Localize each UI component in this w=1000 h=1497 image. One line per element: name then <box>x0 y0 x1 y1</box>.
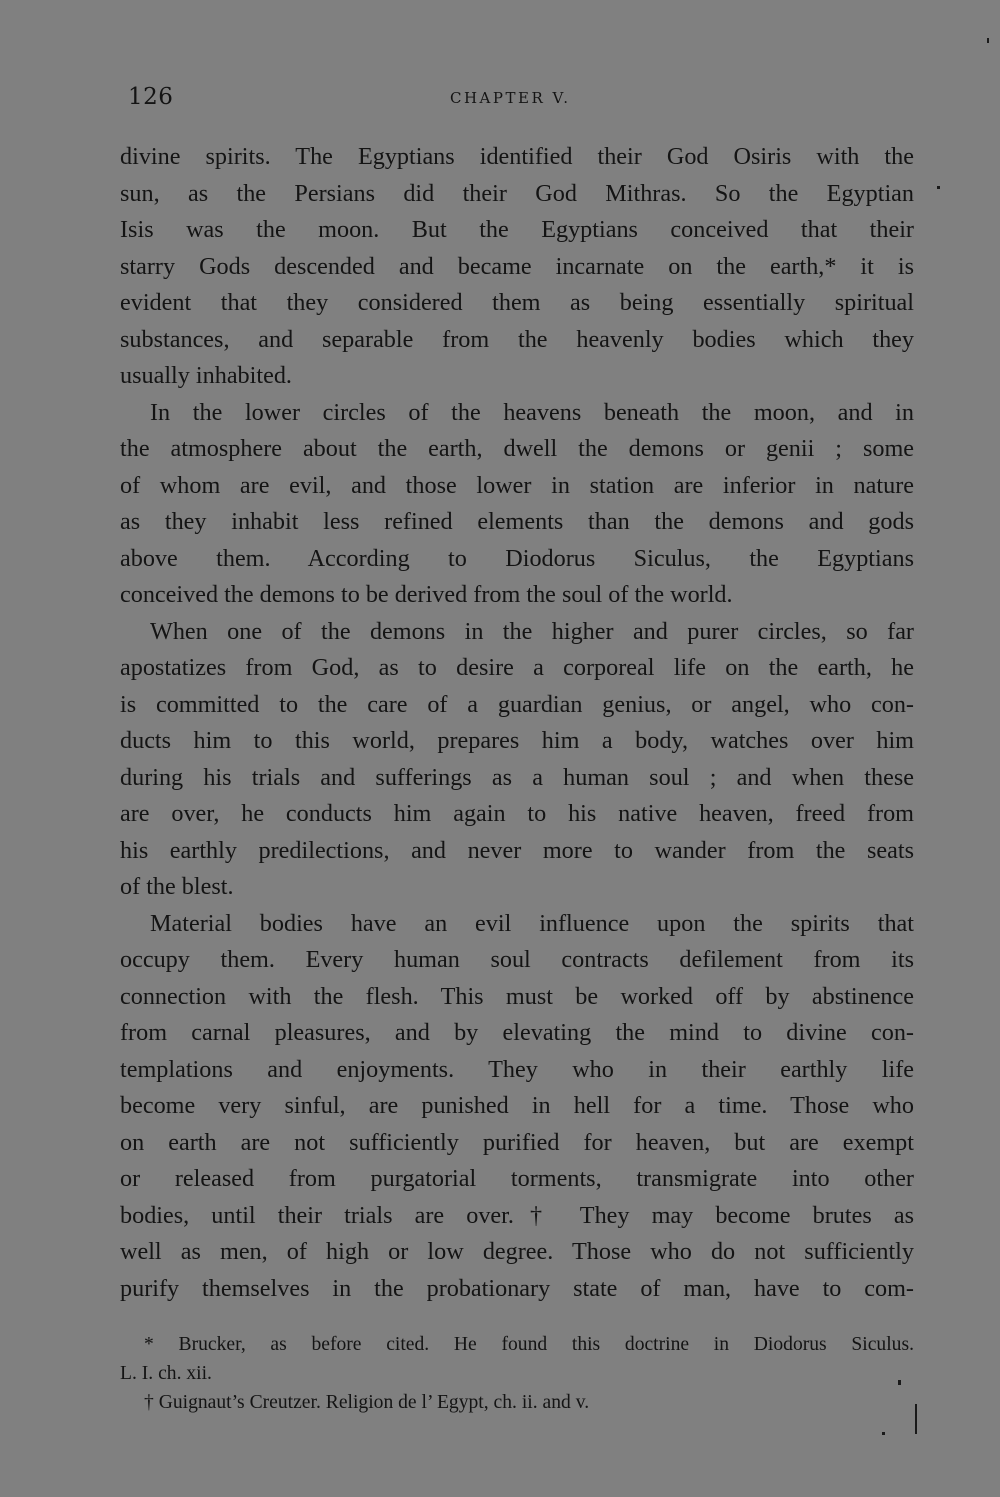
body-line: Isis was the moon. But the Egyptians conceived that their <box>120 216 914 243</box>
footnote-line: L. I. ch. xii. <box>120 1363 212 1384</box>
body-line: the atmosphere about the earth, dwell the demons or genii ; some <box>120 435 914 462</box>
body-line: bodies, until their trials are over.† They may become brutes as <box>120 1201 914 1229</box>
body-line: of the blest. <box>120 873 234 900</box>
body-line: purify themselves in the probationary state of man, have to com- <box>120 1274 914 1302</box>
running-head: CHAPTER V. <box>450 89 571 107</box>
body-line: starry Gods descended and became incarnate on the earth,* it is <box>120 252 914 280</box>
body-line: ducts him to this world, prepares him a body, watches over him <box>120 727 914 754</box>
scan-speck <box>915 1404 917 1434</box>
body-line: as they inhabit less refined elements than the demons and gods <box>120 508 914 535</box>
body-line: of whom are evil, and those lower in station are inferior in nature <box>120 471 914 499</box>
scan-speck <box>987 38 989 43</box>
body-line: occupy them. Every human soul contracts defilement from its <box>120 946 914 973</box>
page-number: 126 <box>128 84 174 110</box>
body-line: sun, as the Persians did their God Mithras. So the Egyptian <box>120 179 914 207</box>
body-line: his earthly predilections, and never more to wander from the seats <box>120 836 914 864</box>
body-line: is committed to the care of a guardian genius, or angel, who con- <box>120 690 914 718</box>
body-line: from carnal pleasures, and by elevating the mind to divine con- <box>120 1019 914 1046</box>
body-line: apostatizes from God, as to desire a corporeal life on the earth, he <box>120 654 914 681</box>
page-header <box>120 84 914 114</box>
body-line: become very sinful, are punished in hell for a time. Those who <box>120 1092 914 1119</box>
scan-speck <box>898 1380 901 1385</box>
body-line: divine spirits. The Egyptians identified their God Osiris with the <box>120 143 914 170</box>
footnote-line: * Brucker, as before cited. He found this doctrine in Diodorus Siculus. <box>144 1334 914 1355</box>
body-line: templations and enjoyments. They who in their earthly life <box>120 1055 914 1083</box>
body-line: evident that they considered them as being essentially spiritual <box>120 289 914 316</box>
footnotes <box>120 1330 914 1417</box>
body-line: above them. According to Diodorus Siculus, the Egyptians <box>120 544 914 572</box>
scan-speck <box>937 186 940 189</box>
body-line: during his trials and sufferings as a human soul ; and when these <box>120 763 914 791</box>
body-line: are over, he conducts him again to his native heaven, freed from <box>120 800 914 827</box>
body-line: on earth are not sufficiently purified for heaven, but are exempt <box>120 1128 914 1156</box>
body-line: usually inhabited. <box>120 362 292 389</box>
body-line: When one of the demons in the higher and purer circles, so far <box>150 617 914 645</box>
body-line: or released from purgatorial torments, transmigrate into other <box>120 1165 914 1192</box>
body-line: well as men, of high or low degree. Those who do not sufficiently <box>120 1238 914 1265</box>
body-line: connection with the flesh. This must be worked off by abstinence <box>120 982 914 1010</box>
scan-speck <box>882 1432 885 1435</box>
body-line: In the lower circles of the heavens beneath the moon, and in <box>150 398 914 426</box>
footnote-line: † Guignaut’s Creutzer. Religion de l’ Egypt, ch. ii. and v. <box>144 1392 590 1413</box>
body-line: substances, and separable from the heavenly bodies which they <box>120 325 914 353</box>
body-text <box>120 139 914 1307</box>
body-line: Material bodies have an evil influence upon the spirits that <box>150 909 914 937</box>
body-line: conceived the demons to be derived from the soul of the world. <box>120 581 733 608</box>
